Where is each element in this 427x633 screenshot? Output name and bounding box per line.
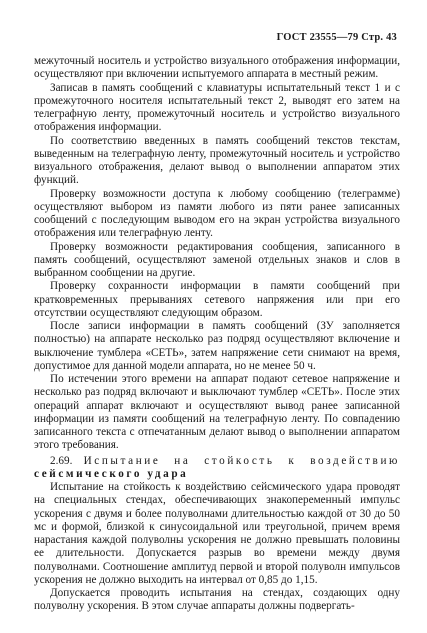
section-title-part2: сейсмического удара [34, 467, 189, 480]
paragraph: Записав в память сообщений с клавиатуры испытательный текст 1 и с промежуточного носителя испытательный текст 2, выводят его затем на телеграфную ленту, промежуточный носитель и устройство визуального отображения информации. [34, 81, 400, 134]
body-text [34, 55, 400, 614]
section-title-part1: Испытание на стойкость к воздействию [83, 454, 400, 467]
page-header [277, 32, 397, 43]
paragraph: Испытание на стойкость к воздействию сейсмического удара проводят на специальных стендах, обеспечивающих знакопеременный импульс ускорения с двумя и более полуволнами длительностью каждой от 30 до 50 мс и формой, близкой к синусоидальной или треугольной, причем время нарастания каждой полуволны ускорения не должно превышать половины ее длительности. Допускается разрыв во времени между двумя полуволнами. Соотношение амплитуд первой и второй полуволн импульсов ускорения не должно выходить на интервал от 0,85 до 1,15. [34, 481, 400, 586]
page-number: Стр. 43 [361, 32, 397, 43]
paragraph: По соответствию введенных в память сообщений текстов текстам, выведенным на телеграфную ленту, промежуточный носитель и устройство визуального отображения, делают вывод о выполнении аппаратом этих функций. [34, 134, 400, 187]
paragraph: Проверку возможности доступа к любому сообщению (телеграмме) осуществляют выбором из памяти любого из пяти ранее записанных сообщений с последующим выводом его на экран устройства визуального отображения или телеграфную ленту. [34, 187, 400, 240]
paragraph: Проверку сохранности информации в памяти сообщений при кратковременных прерываниях сетевого напряжения или при его отсутствии осуществляют следующим образом. [34, 280, 400, 319]
paragraph-continuation: межуточный носитель и устройство визуального отображения информации, осуществляют при включении испытуемого аппарата в местный режим. [34, 55, 400, 81]
paragraph: После записи информации в память сообщений (ЗУ заполняется полностью) на аппарате несколько раз подряд осуществляют включение и выключение тумблера «СЕТЬ», затем напряжение сети снимают на время, допустимое для данной модели аппарата, но не менее 50 ч. [34, 320, 400, 372]
paragraph: Проверку возможности редактирования сообщения, записанного в память сообщений, осуществляют заменой отдельных знаков и слов в выбранном сообщении на другие. [34, 240, 400, 279]
paragraph: По истечении этого времени на аппарат подают сетевое напряжение и несколько раз подряд включают и выключают тумблер «СЕТЬ». После этих операций аппарат включают и осуществляют вывод ранее записанной информации из памяти сообщений на телеграфную ленту. По совпадению записанного текста с отпечатанным делают вывод о выполнении аппаратом этого требования. [34, 373, 400, 452]
paragraph: Допускается проводить испытания на стендах, создающих одну полуволну ускорения. В этом случае аппараты должны подвергать- [34, 587, 400, 613]
section-number: 2.69. [50, 454, 73, 467]
standard-number: ГОСТ 23555—79 [276, 32, 359, 43]
section-heading [34, 455, 400, 482]
